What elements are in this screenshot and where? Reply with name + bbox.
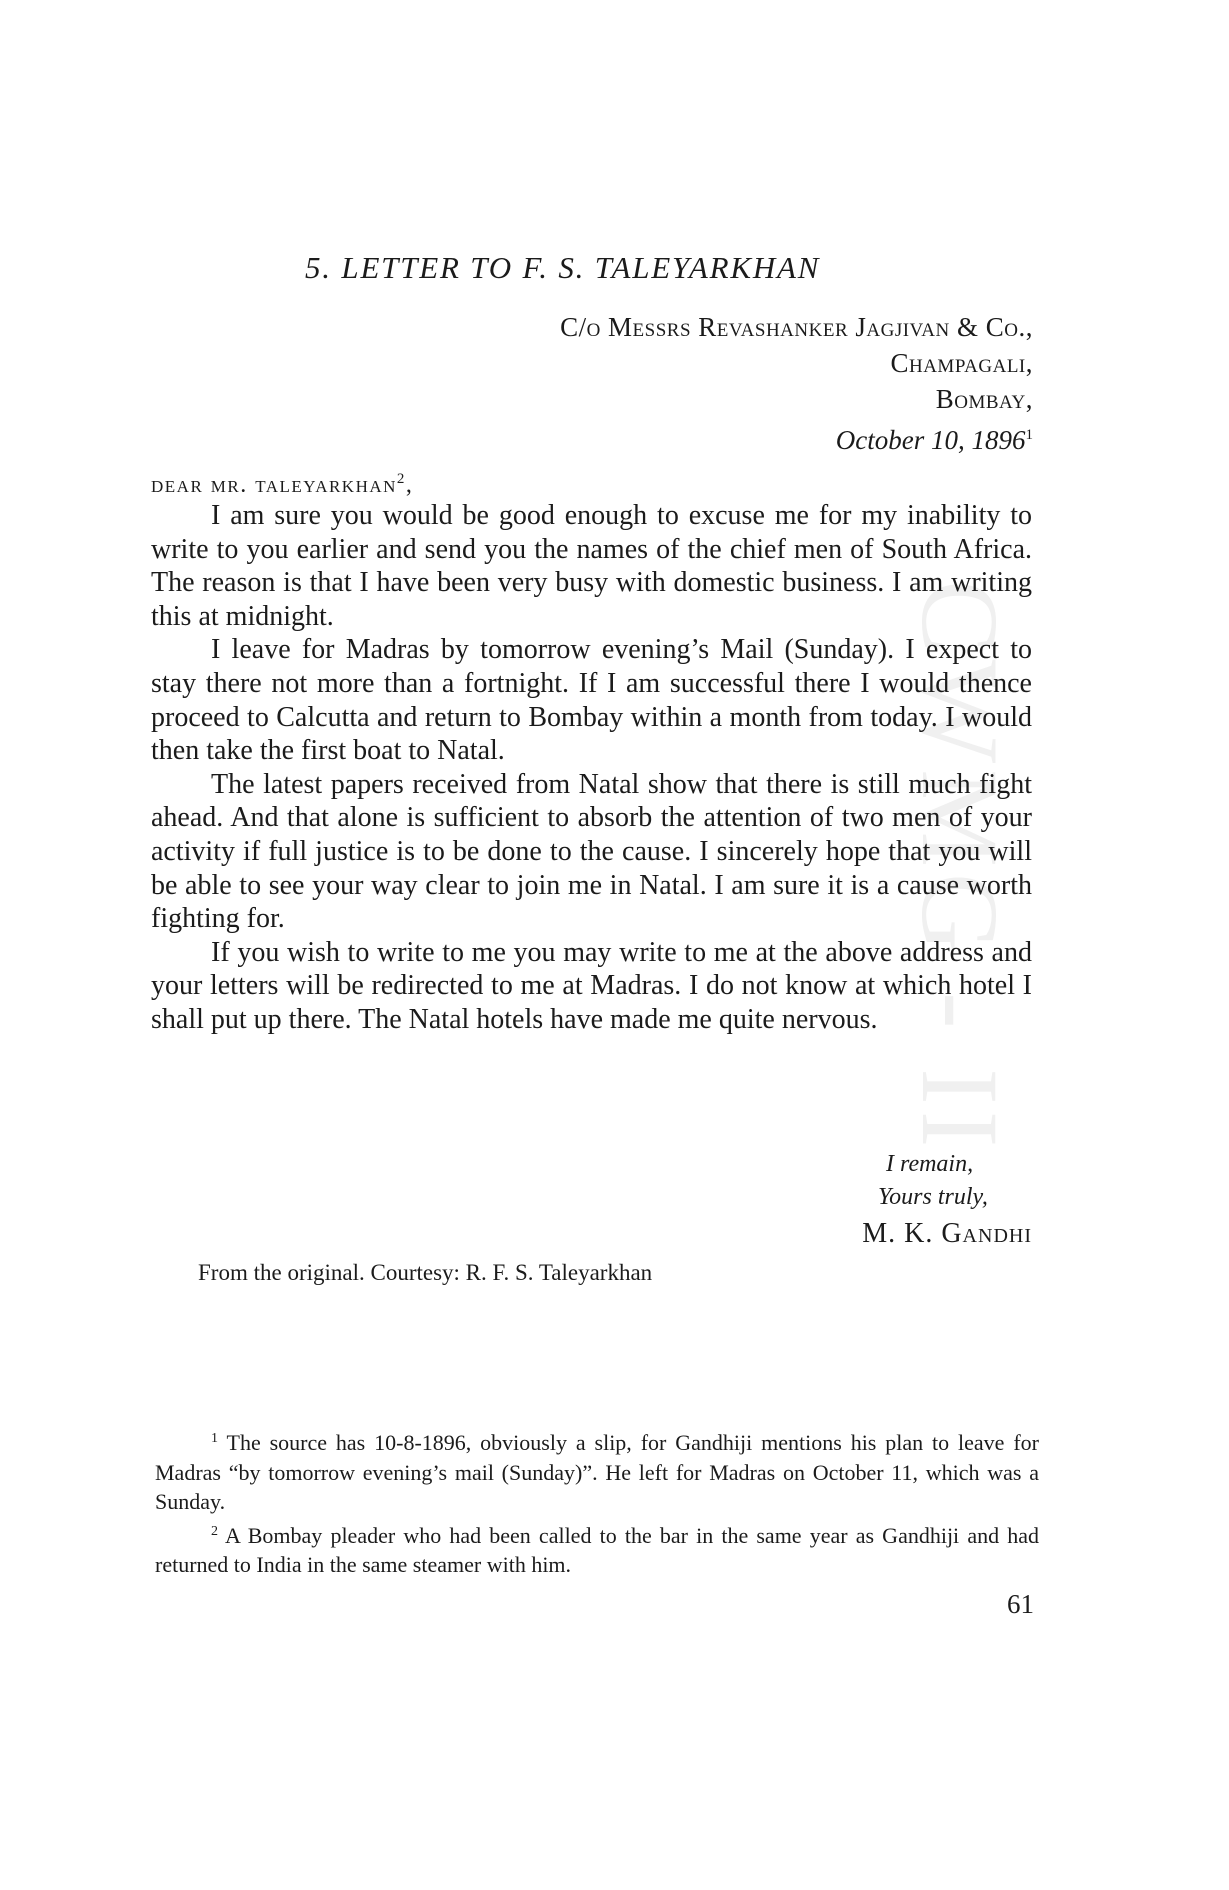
address-line-1: C/o Messrs Revashanker Jagjivan & Co., [560,312,1033,342]
footnote-number: 1 [211,1431,218,1446]
salutation-text: dear mr. taleyarkhan [151,472,397,498]
address-line-3: Bombay, [935,384,1033,414]
letter-date [560,417,1033,458]
page-number: 61 [1007,1589,1034,1619]
paragraph: I am sure you would be good enough to excuse me for my inability to write to you earlier and send you the names of the chief men of South Africa. The reason is that I have been very busy with domestic business. I am writing this at midnight. [151,500,1032,632]
salutation [151,461,413,503]
paragraph: The latest papers received from Natal show that there is still much fight ahead. And that alone is sufficient to absorb the attention of two men of your activity if full justice is to be done to the cause. I sincerely hope that you will be able to see your way clear to join me in Natal. I am sure it is a cause worth fighting for. [151,768,1032,935]
signature-text: M. K. Gandhi [862,1218,1032,1249]
address-line-2: Champagali, [890,348,1033,378]
footnote-text: A Bombay pleader who had been called to the bar in the same year as Gandhiji and had returned to India in the same steamer with him. [155,1522,1039,1577]
letter-title: 5. LETTER TO F. S. TALEYARKHAN [305,250,821,285]
footnote [155,1424,1039,1517]
footnotes [155,1424,1039,1580]
footnote [155,1517,1039,1580]
letter-date-text: October 10, 1896 [835,425,1026,455]
letter-closing [800,1148,1032,1252]
letter-body [151,499,1032,1037]
closing-line-2: Yours truly, [878,1184,988,1210]
salutation-punct: , [405,472,414,498]
paragraph: If you wish to write to me you may write to me at the above address and your letters will be redirected to me at Madras. I do not know at which hotel I shall put up there. The Natal hotels have made me quite nervous. [151,936,1032,1035]
footnote-number: 2 [211,1523,218,1539]
footnote-text: The source has 10-8-1896, obviously a slip, for Gandhiji mentions his plan to leave for Madras “by tomorrow evening’s mail (Sunday)”. He left for Madras on October 11, which was a Sunday. [155,1430,1039,1514]
sender-address [560,309,1033,458]
watermark: CWMG - II [899,580,1021,1154]
footnote-ref-1: 1 [1025,427,1033,443]
source-note: From the original. Courtesy: R. F. S. Taleyarkhan [198,1260,653,1285]
closing-line-1: I remain, [886,1151,974,1177]
paragraph: I leave for Madras by tomorrow evening’s Mail (Sunday). I expect to stay there not more than a fortnight. If I am successful there I would thence proceed to Calcutta and return to Bombay within a month from today. I would then take the first boat to Natal. [151,634,1032,767]
footnote-ref-2: 2 [396,471,406,487]
signature [800,1216,1032,1252]
